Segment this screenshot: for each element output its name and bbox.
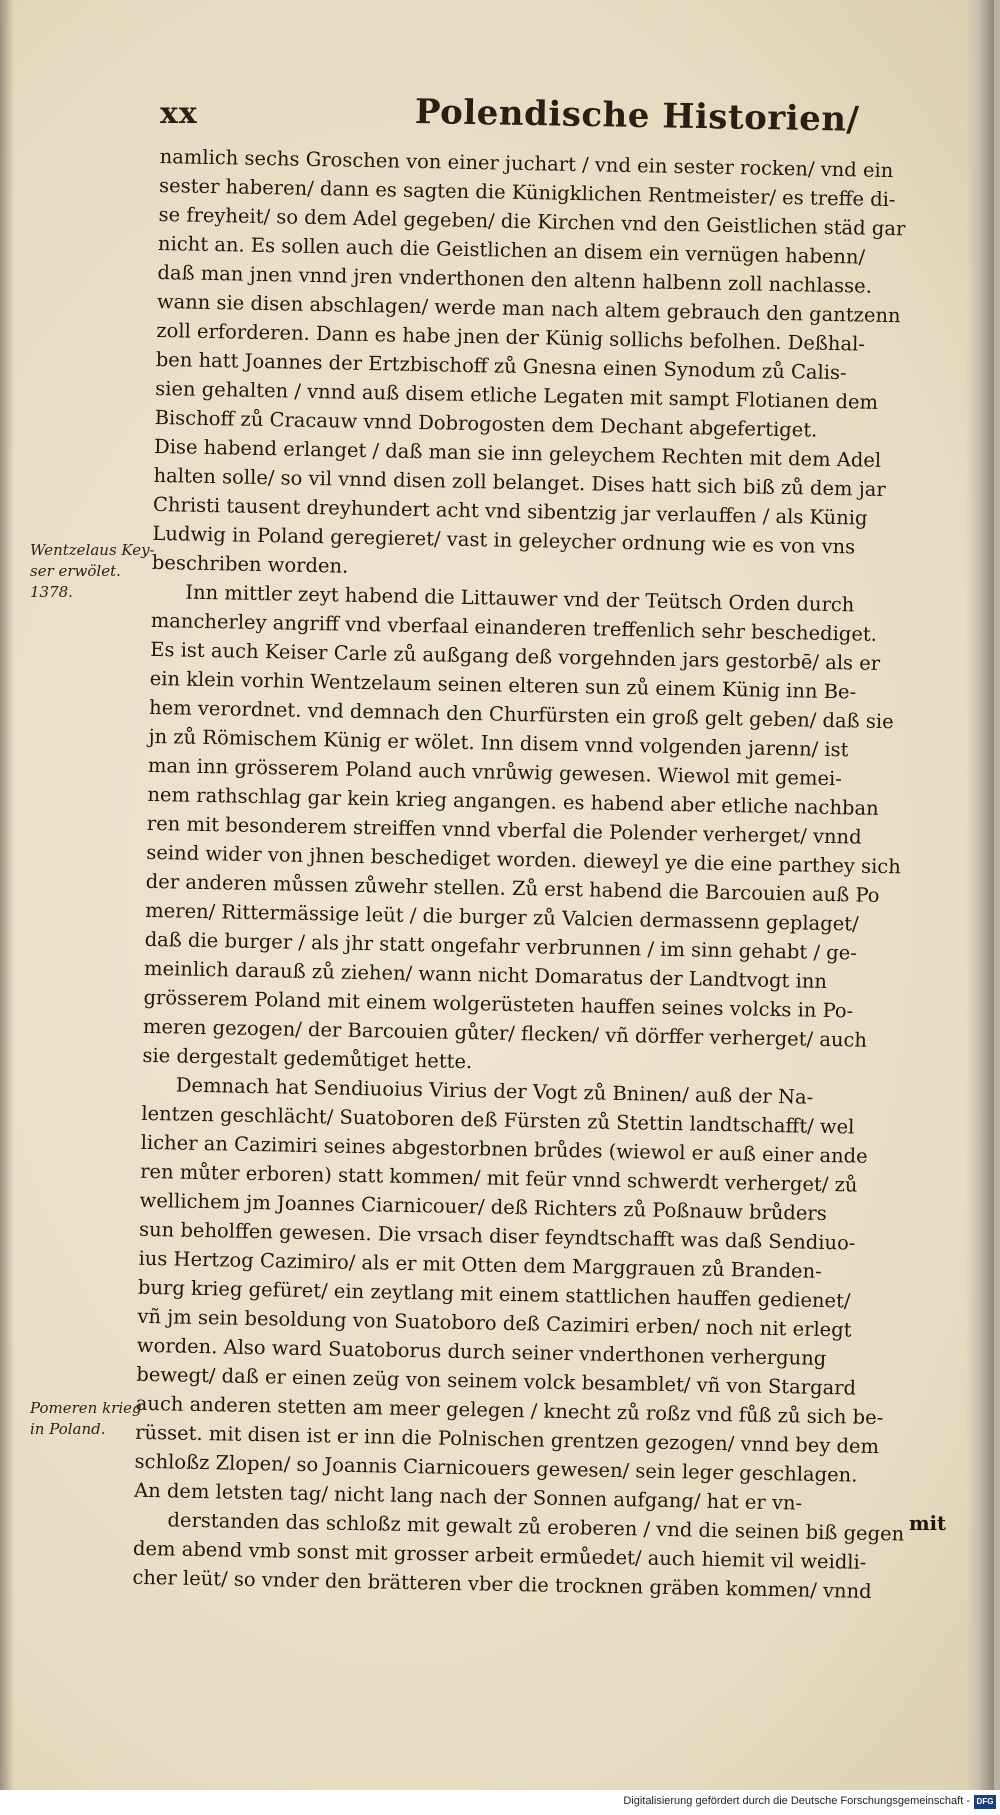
text-line: nicht an. Es sollen auch die Geistlichen an disem ein vernügen habenn/: [157, 231, 866, 269]
page-number: xx: [160, 96, 198, 131]
text-line: der anderen můssen zůwehr stellen. Zů erst habend die Barcouien auß Po: [145, 869, 880, 907]
text-line: lentzen geschlächt/ Suatoboren deß Fürsten zů Stettin landtschafft/ wel: [141, 1101, 855, 1139]
text-line: namlich sechs Groschen von einer juchart / vnd ein sester rocken/ vnd ein: [159, 144, 894, 183]
text-line: nem rathschlag gar kein krieg angangen. es habend aber etliche nachban: [147, 782, 879, 820]
text-line: schloßz Zlopen/ so Joannis Ciarnicouers gewesen/ sein leger geschlagen.: [134, 1449, 858, 1487]
footer-credit: Digitalisierung gefördert durch die Deutsche Forschungsgemeinschaft -: [623, 1795, 970, 1807]
text-line: bewegt/ daß er einen zeüg von seinem volck besamblet/ vñ von Stargard: [136, 1362, 857, 1400]
text-line: Es ist auch Keiser Carle zů außgang deß vorgehnden jars gestorbē/ als er: [150, 637, 881, 675]
page-edge-shadow: [966, 0, 994, 1790]
text-line: man inn grösserem Poland auch vnrůwig gewesen. Wiewol mit gemei-: [147, 753, 843, 791]
page-gutter-shadow: [0, 0, 14, 1790]
page-header: [160, 92, 960, 138]
text-line: Dise habend erlanget / daß man sie inn geleychem Rechten mit dem Adel: [153, 434, 882, 472]
text-line: daß die burger / als jhr statt ongefahr verbrunnen / im sinn gehabt / ge-: [144, 927, 858, 965]
text-line: auch anderen stetten am meer gelegen / knecht zů roßz vnd fůß zů sich be-: [135, 1391, 884, 1430]
text-line: cher leüt/ so vnder den brätteren vber die trocknen gräben kommen/ vnnd: [132, 1565, 872, 1603]
body-text: [132, 142, 960, 1607]
text-line: meinlich darauß zů ziehen/ wann nicht Domaratus der Landtvogt inn: [143, 956, 828, 993]
text-line: wann sie disen abschlagen/ werde man nach altem gebrauch den gantzenn: [156, 289, 901, 328]
marginal-note-line: Wentzelaus Key-: [30, 541, 155, 559]
marginal-note: [30, 540, 155, 603]
text-line: sien gehalten / vnnd auß disem etliche Legaten mit sampt Flotianen dem: [155, 376, 879, 414]
text-line: derstanden das schloßz mit gewalt zů eroberen / vnd die seinen biß gegen: [167, 1508, 905, 1546]
text-line: seind wider von jhnen beschediget worden. dieweyl ye die eine parthey sich: [146, 840, 902, 879]
catchword: mit: [908, 1512, 946, 1535]
text-line: Ludwig in Poland geregieret/ vast in geleycher ordnung wie es von vns: [152, 521, 856, 559]
text-line: dem abend vmb sonst mit grosser arbeit ermůedet/ auch hiemit vil weidli-: [132, 1536, 867, 1574]
text-line: wellichem jm Joannes Ciarnicouer/ deß Richters zů Poßnauw brůders: [139, 1188, 827, 1225]
text-line: An dem letsten tag/ nicht lang nach der Sonnen aufgang/ hat er vn-: [133, 1478, 803, 1515]
marginal-note-line: 1378.: [30, 583, 73, 601]
text-line: ein klein vorhin Wentzelaum seinen elteren sun zů einem Künig inn Be-: [149, 666, 857, 704]
text-line: ren můter erboren) statt kommen/ mit feür vnnd schwerdt verherget/ zů: [140, 1159, 858, 1197]
text-line: meren/ Rittermässige leüt / die burger zů Valcien dermassenn geplaget/: [145, 898, 859, 936]
text-line: Bischoff zů Cracauw vnnd Dobrogosten dem Dechant abgefertiget.: [154, 405, 818, 442]
marginal-note-line: Pomeren krieg: [30, 1399, 142, 1417]
text-line: hem verordnet. vnd demnach den Churfürsten ein groß gelt geben/ daß sie: [148, 695, 894, 734]
text-line: beschriben worden.: [151, 550, 349, 578]
text-line: licher an Cazimiri seines abgestorbnen brůdes (wiewol er auß einer ande: [140, 1130, 868, 1168]
text-line: sun beholffen gewesen. Die vrsach diser feyndtschafft was daß Sendiuo-: [138, 1217, 856, 1255]
footer-bar: [0, 1790, 1000, 1815]
text-line: vñ jm sein besoldung von Suatoboro deß Cazimiri erben/ noch nit erlegt: [137, 1304, 852, 1342]
text-line: Inn mittler zeyt habend die Littauwer vnd der Teütsch Orden durch: [185, 580, 855, 617]
text-line: ben hatt Joannes der Ertzbischoff zů Gnesna einen Synodum zů Calis-: [155, 347, 847, 385]
running-title: Polendische Historien/: [414, 92, 860, 140]
text-line: sester haberen/ dann es sagten die Künigklichen Rentmeister/ es treffe di-: [158, 173, 896, 212]
text-line: burg krieg gefüret/ ein zeytlang mit einem stattlichen hauffen gedienet/: [137, 1275, 851, 1313]
text-line: daß man jnen vnnd jren vnderthonen den altenn halbenn zoll nachlasse.: [157, 260, 873, 298]
text-line: se freyheit/ so dem Adel gegeben/ die Kirchen vnd den Geistlichen städ gar: [158, 202, 906, 241]
marginal-note-line: ser erwölet.: [30, 562, 121, 580]
text-line: halten solle/ so vil vnnd disen zoll belanget. Dises hatt sich biß zů dem jar: [153, 463, 886, 501]
text-line: meren gezogen/ der Barcouien gůter/ flecken/ vñ dörffer verherget/ auch: [142, 1014, 868, 1052]
marginal-note-line: in Poland.: [30, 1420, 106, 1438]
text-line: sie dergestalt gedemůtiget hette.: [142, 1043, 473, 1074]
text-line: Demnach hat Sendiuoius Virius der Vogt zů Bninen/ auß der Na-: [175, 1073, 814, 1109]
text-line: ren mit besonderem streiffen vnnd vberfal die Polender verherget/ vnnd: [146, 811, 862, 849]
text-line: worden. Also ward Suatoborus durch seiner vnderthonen verhergung: [136, 1333, 827, 1371]
text-line: ius Hertzog Cazimiro/ als er mit Otten dem Marggrauen zů Branden-: [138, 1246, 822, 1283]
dfg-logo: DFG: [974, 1795, 996, 1809]
text-line: mancherley angriff vnd vberfaal einanderen treffenlich sehr beschediget.: [150, 608, 878, 646]
text-line: grösserem Poland mit einem wolgerüsteten hauffen seines volcks in Po-: [143, 985, 854, 1023]
text-line: zoll erforderen. Dann es habe jnen der Künig sollichs befolhen. Deßhal-: [156, 318, 866, 356]
text-line: jn zů Römischem Künig er wölet. Inn disem vnnd volgenden jarenn/ ist: [148, 724, 849, 762]
text-line: rüsset. mit disen ist er inn die Polnischen grentzen gezogen/ vnnd bey dem: [135, 1420, 880, 1459]
text-line: Christi tausent dreyhundert acht vnd sibentzig jar verlauffen / als Künig: [152, 492, 868, 530]
